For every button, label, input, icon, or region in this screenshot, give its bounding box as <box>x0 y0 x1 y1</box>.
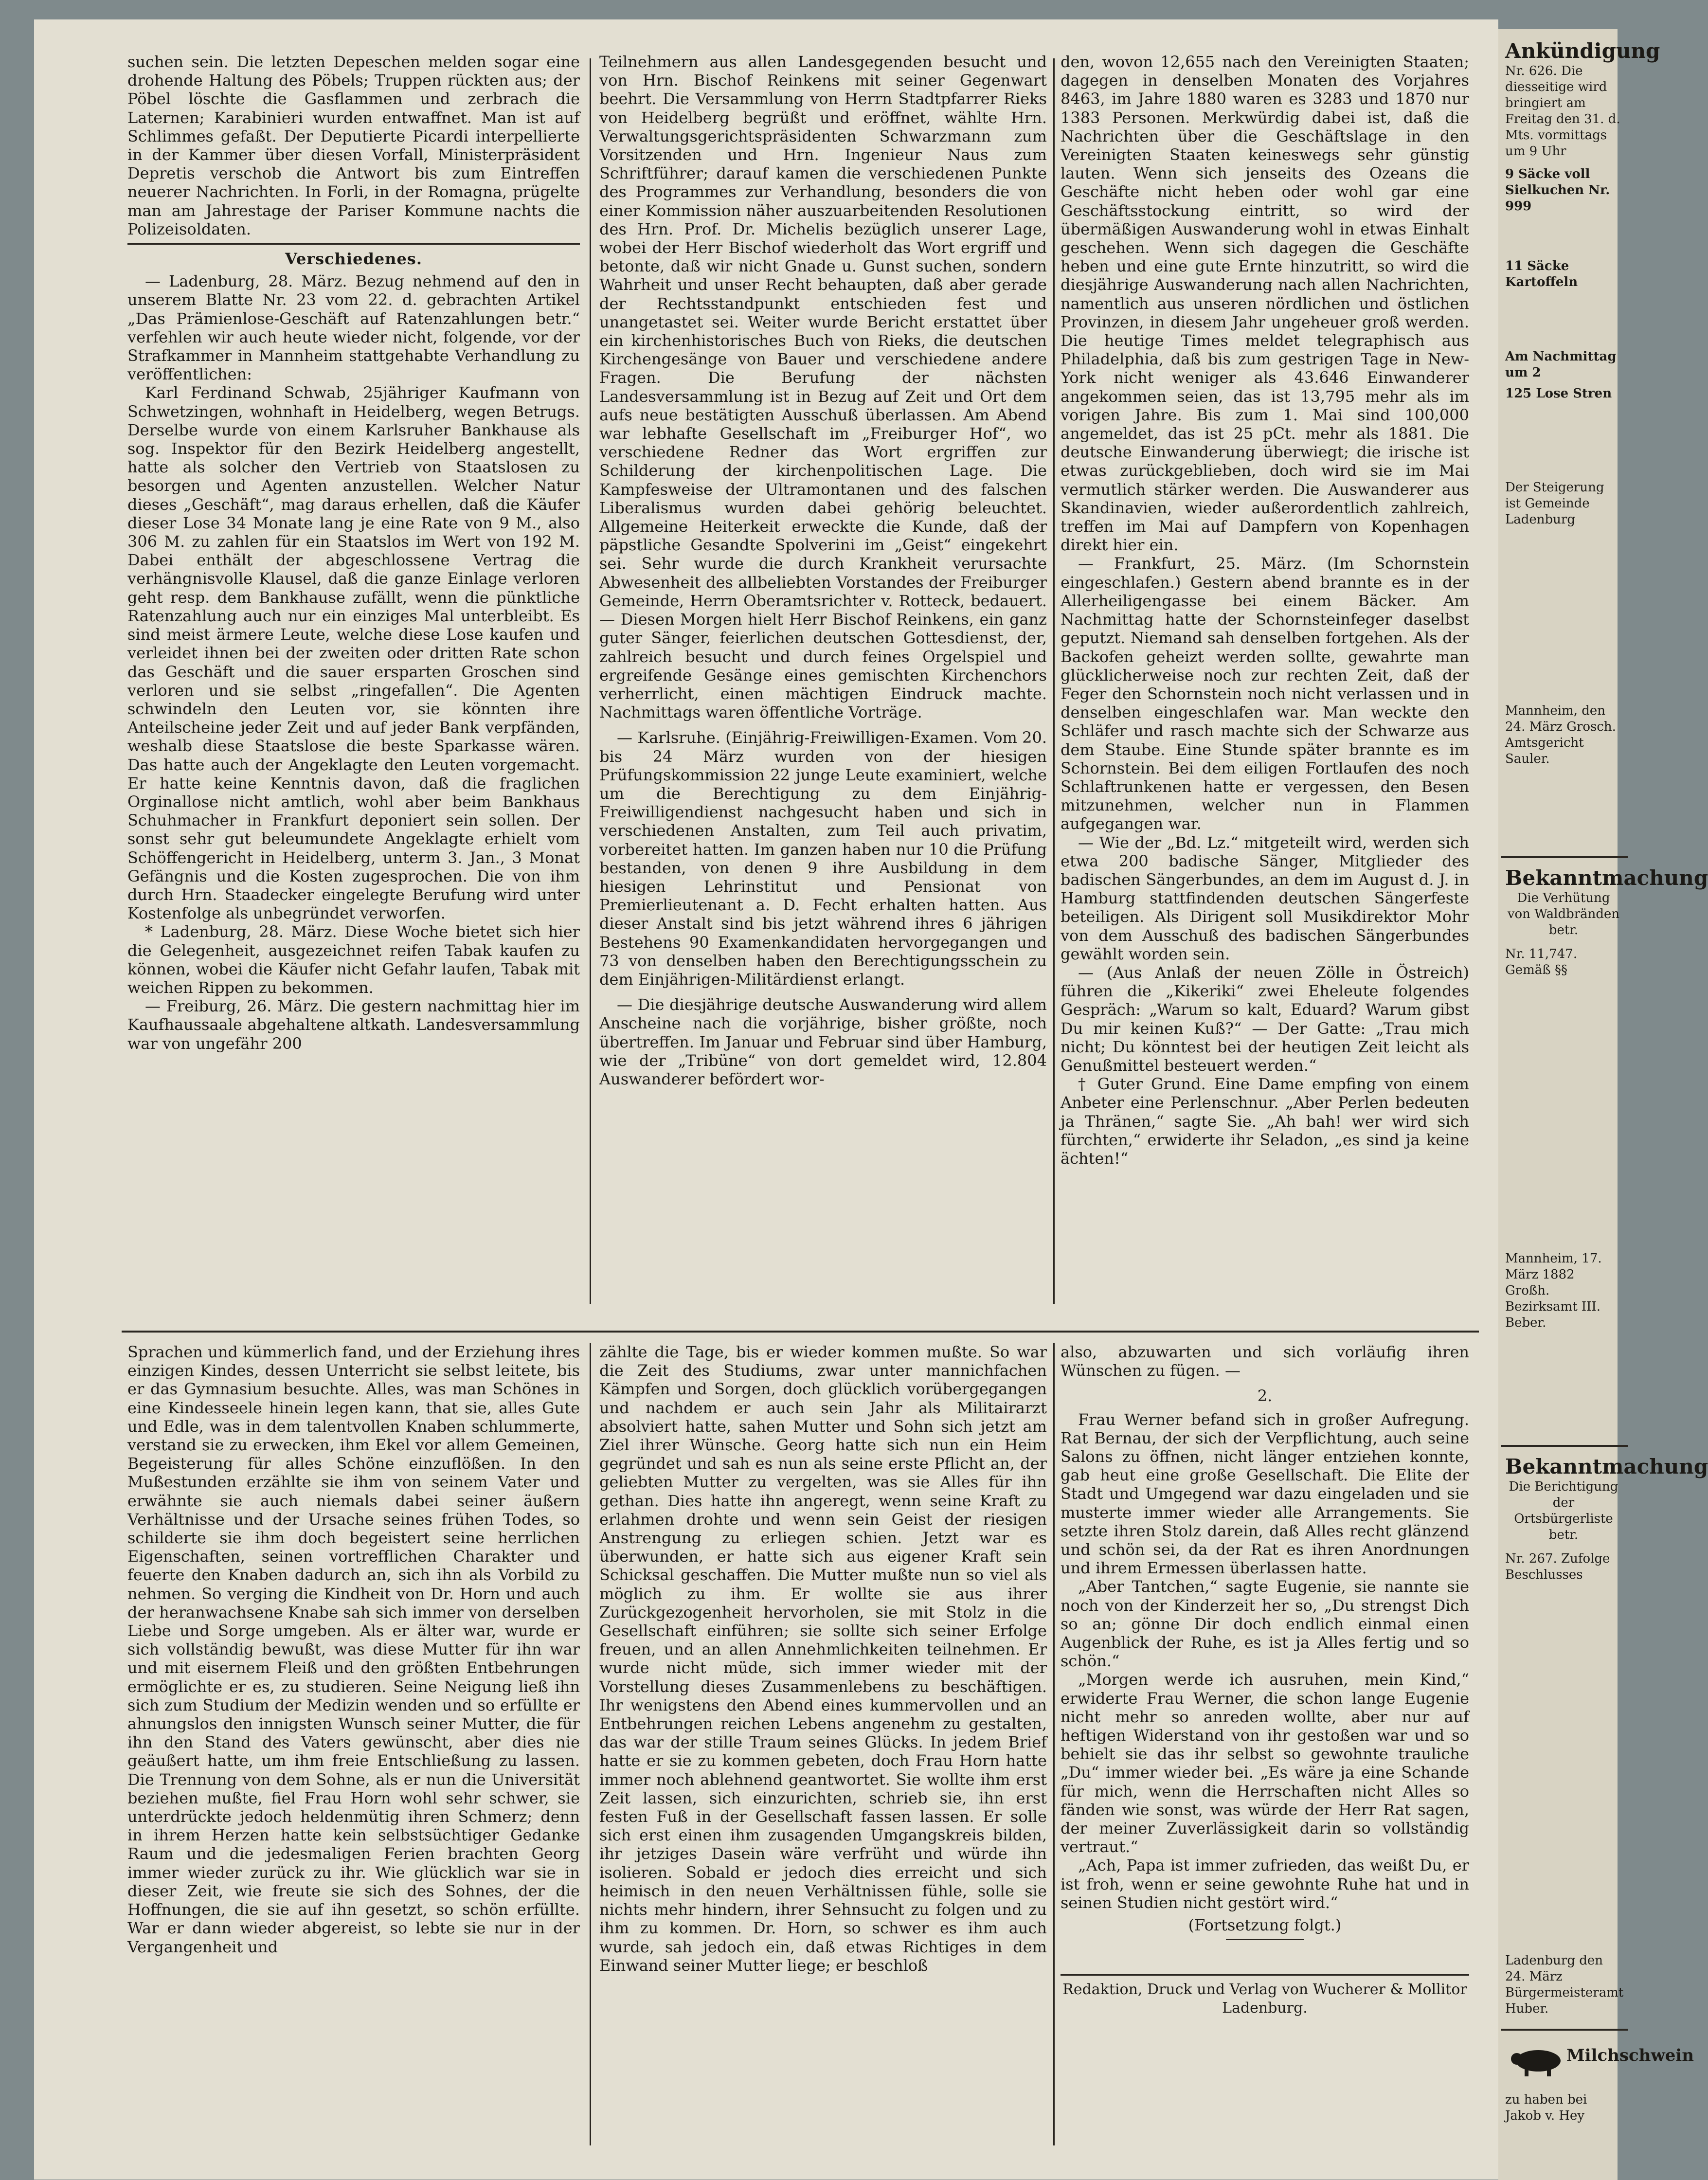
ad-block-3 <box>1505 1455 1708 2017</box>
feuilleton-paragraph-morgen: „Morgen werde ich ausruhen, mein Kind,“ erwiderte Frau Werner, die schon lange Eugenie nicht mehr so anreden wollte, aber nur auf heftigen Widerstand von ihr gestoßen war und so behielt sie das ihr selbst so gewohnte trauliche „Du“ immer wieder bei. „Es wäre ja eine Schande für mich, wenn die Herrschaften nicht Alles so fänden wie sonst, was würde der Herr Rat sagen, der meiner Zuverlässigkeit darin so vollständig vertraut.“ <box>1061 1670 1469 1856</box>
ad-rule-2 <box>1501 856 1628 858</box>
feuilleton-column-right <box>1061 1343 1469 2165</box>
ad-rule-4 <box>1501 2029 1628 2031</box>
paragraph-auswanderung-start: — Die diesjährige deutsche Auswanderung wird allem Anscheine nach die vorjährige, bisher größte, noch übertreffen. Im Januar und Februar sind über Hamburg, wie der „Tribüne“ von dort gemeldet wird, 12.804 Auswanderer befördert wor- <box>599 995 1047 1088</box>
feuilleton-paragraph-tantchen: „Aber Tantchen,“ sagte Eugenie, sie nannte sie noch von der Kinderzeit her so, „Du strengst Dich so an; gönne Dir doch endlich einmal einen Augenblick der Ruhe, es ist ja Alles fertig und so schön.“ <box>1061 1577 1469 1671</box>
paragraph-italy-unrest: suchen sein. Die letzten Depeschen melden sogar eine drohende Haltung des Pöbels; Truppen rückten aus; der Pöbel löschte die Gasflammen und zerbrach die Laternen; Karabinieri wurden entwaffnet. Man ist auf Schlimmes gefaßt. Der Deputierte Picardi interpellierte in der Kammer über diesen Vorfall, Ministerpräsident Depretis verschob die Antwort bis zum Eintreffen neuerer Nachrichten. In Forli, in der Romagna, prügelte man am Jahrestage der Pariser Kommune nachts die Polizeisoldaten. <box>127 53 580 238</box>
column-rule-2 <box>1053 58 1055 1304</box>
ad-block-1 <box>1505 39 1660 767</box>
ad-text-4: Am Nachmittag um 2 <box>1505 349 1617 380</box>
column-middle-upper <box>599 53 1047 1271</box>
paragraph-zoelle-oestreich: — (Aus Anlaß der neuen Zölle in Östreich) führen die „Kikeriki“ zwei Eheleute folgendes Gespräch: „Warum so kalt, Eduard? Warum gibst Du mir keinen Kuß?“ — Der Gatte: „Trau mich nicht; Du könntest bei der heutigen Zeit leicht als Genußmittel besteuert werden.“ <box>1061 963 1469 1075</box>
ad-text-8: Die Verhütung von Waldbränden betr. <box>1507 891 1620 937</box>
continuation-note: (Fortsetzung folgt.) <box>1188 1916 1342 1935</box>
feuilleton-paragraph-werner: Frau Werner befand sich in großer Aufregung. Rat Bernau, der sich der Verpflichtung, auch seine Salons zu öffnen, nicht länger entziehen konnte, gab heut eine große Gesellschaft. Die Elite der Stadt und Umgegend war dazu eingeladen und sie musterte immer wieder alle Arrangements. Sie setzte ihren Stolz darein, daß Alles recht glänzend und schön sei, da der Rat es ihren Anordnungen und ihrem Ermessen überlassen hatte. <box>1061 1410 1469 1578</box>
feuilleton-paragraph-left: Sprachen und kümmerlich fand, und der Erziehung ihres einzigen Kindes, dessen Unterricht sie selbst leitete, bis er das Gymnasium besuchte. Alles, was man Schönes in eine Kindesseele hinein legen kann, that sie, alles Gute und Edle, was in dem talentvollen Knaben schlummerte, verstand sie zu erwecken, ihm Ekel vor allem Gemeinen, Begeisterung für alles Schöne einzuflößen. In den Mußestunden erzählte sie ihm von seinem Vater und erwähnte sie auch niemals dabei seiner äußern Verhältnisse und der Ursache seines frühen Todes, so schilderte sie ihm doch begeistert seine herrlichen Eigenschaften, seinen vortrefflichen Charakter und feuerte den Knaben dadurch an, sich ihn als Vorbild zu nehmen. So verging die Kindheit von Dr. Horn und auch der heranwachsene Knabe sah sich immer von derselben Liebe und Sorge umgeben. Als er älter war, wurde er sich vollständig bewußt, was diese Mutter für ihn war und mit eisernem Fleiß und den größten Entbehrungen ermöglichte er es, zu studieren. Seine Neigung ließ ihn sich zum Studium der Medizin wenden und so erfüllte er ahnungslos den innigsten Wunsch seiner Mutter, die für ihn den Stand des Vaters gewünscht, aber dies nie geäußert hatte, um ihm freie Entschließung zu lassen. Die Trennung von dem Sohne, als er nun die Universität beziehen mußte, fiel Frau Horn wohl sehr schwer, sie unterdrückte jedoch heldenmütig ihren Schmerz; denn in ihrem Herzen hatte kein selbstsüchtiger Gedanke Raum und die jedesmaligen Ferien brachten Georg immer wieder zurück zu ihr. Wie glücklich war sie in dieser Zeit, wie freute sie sich des Sohnes, der die Hoffnungen, die sie auf ihn gesetzt, so schön erfüllte. War er dann wieder abgereist, so lebte sie nur in der Vergangenheit und <box>127 1343 580 1956</box>
paragraph-ladenburg-tabak: * Ladenburg, 28. März. Diese Woche bietet sich hier die Gelegenheit, ausgezeichnet reifen Tabak kaufen zu können, wobei die Käufer nicht Gefahr laufen, Tabak mit weichen Rippen zu bekommen. <box>127 922 580 997</box>
paragraph-saengerfest: — Wie der „Bd. Lz.“ mitgeteilt wird, werden sich etwa 200 badische Sänger, Mitglieder des badischen Sängerbundes, an dem im August d. J. in Hamburg stattfindenden deutschen Sängerfeste beteiligen. Als Dirigent soll Musikdirektor Mohr von dem Ausschuß des badischen Sängerbundes gewählt worden sein. <box>1061 833 1469 963</box>
ad-text-13: Ladenburg den 24. März Bürgermeisteramt Huber. <box>1505 1953 1624 2016</box>
feuilleton-paragraph-papa: „Ach, Papa ist immer zufrieden, das weißt Du, er ist froh, wenn er seine gewohnte Ruhe hat und in seinen Studien nicht gestört wird.“ <box>1061 1856 1469 1912</box>
feuilleton-rule-1 <box>590 1343 591 2145</box>
ad-title-bekanntmachung-2: Bekanntmachung <box>1505 1455 1708 1478</box>
ad-text-1: Nr. 626. Die diesseitige wird bringiert am Freitag den 31. d. Mts. vormittags um 9 Uhr <box>1505 64 1620 159</box>
imprint-line: Redaktion, Druck und Verlag von Wucherer & Mollitor <box>1062 1981 1467 1999</box>
column-rule-1 <box>590 58 591 1304</box>
imprint-rule <box>1061 1974 1469 1976</box>
section-heading-verschiedenes: Verschiedenes. <box>285 250 422 269</box>
paragraph-guter-grund: † Guter Grund. Eine Dame empfing von einem Anbeter eine Perlenschnur. „Aber Perlen bedeuten ja Thränen,“ sagte Sie. „Ah bah! wer wird sich fürchten,“ erwiderte ihr Seladon, „es sind ja keine ächten!“ <box>1061 1075 1469 1168</box>
feuilleton-paragraph-middle: zählte die Tage, bis er wieder kommen mußte. So war die Zeit des Studiums, zwar unter mannichfachen Kämpfen und Sorgen, doch glücklich vorübergegangen und nachdem er auch sein Jahr als Militairarzt absolviert hatte, sahen Mutter und Sohn sich jetzt am Ziel ihrer Wünsche. Georg hatte sich nun ein Heim gegründet und sah es nun als seine erste Pflicht an, der geliebten Mutter zu vergelten, was sie Alles für ihn gethan. Dies hatte ihn angeregt, wenn seine Kraft zu erlahmen drohte und wenn sein Geist der riesigen Anstrengung zu erliegen schien. Jetzt war es überwunden, er hatte sich aus eigener Kraft sein Schicksal geschaffen. Die Mutter mußte nun so viel als möglich zu ihm. Er wollte sie aus ihrer Zurückgezogenheit hervorholen, sie mit Stolz in die Gesellschaft einführen; sie sollte sich seiner Erfolge freuen, und an allen Annehmlichkeiten teilnehmen. Er wurde nicht müde, sich immer wieder mit der Vorstellung dieses Zusammenlebens zu beschäftigen. Ihr wenigstens den Abend eines kummervollen und an Entbehrungen reichen Lebens angenehm zu gestalten, das war der stille Traum seines Glücks. In jedem Brief hatte er sie zu kommen gebeten, doch Frau Horn hatte immer noch ablehnend geantwortet. Sie wollte ihm erst Zeit lassen, sich einzurichten, schrieb sie, ihn erst festen Fuß in der Gesellschaft fassen lassen. Er solle sich erst einen ihm zusagenden Umgangskreis bilden, ihr jetziges Dasein wäre verfrüht und würde ihn isolieren. Sobald er jedoch dies erreicht und sich heimisch in den neuen Verhältnissen fühle, solle sie nichts mehr hindern, ihrer Sehnsucht zu folgen und zu ihm zu kommen. Dr. Horn, so schwer es ihm auch wurde, sah jedoch ein, daß etwas Richtiges in dem Einwand seiner Mutter liege; er beschloß <box>599 1343 1047 1975</box>
advertisement-column <box>1498 29 1708 2180</box>
ad-block-4-text <box>1505 2092 1622 2124</box>
ad-text-2: 9 Säcke voll Sielkuchen Nr. 999 <box>1505 167 1610 214</box>
pig-illustration-icon <box>1508 2043 1566 2077</box>
ad-text-12: Nr. 267. Zufolge Beschlusses <box>1505 1551 1610 1582</box>
ad-title-ankuendigung: Ankündigung <box>1505 39 1660 63</box>
feuilleton-column-middle <box>599 1343 1047 2165</box>
feuilleton-paragraph-end: also, abzuwarten und sich vorläufig ihren Wünschen zu fügen. — <box>1061 1343 1469 1380</box>
feuilleton-rule-2 <box>1053 1343 1055 2145</box>
ad-text-7: Mannheim, den 24. März Grosch. Amtsgericht Sauler. <box>1505 703 1616 766</box>
ad-title-milchschwein: Milchschwein <box>1566 2046 1694 2065</box>
column-left-upper <box>127 53 580 1271</box>
imprint-city: Ladenburg. <box>1222 2000 1308 2017</box>
column-right-upper <box>1061 53 1469 1327</box>
paragraph-frankfurt-schornstein: — Frankfurt, 25. März. (Im Schornstein eingeschlafen.) Gestern abend brannte es in der Allerheiligengasse bei einem Bäcker. Am Nachmittag hatte der Schornsteinfeger daselbst geputzt. Niemand sah denselben fortgehen. Als der Backofen geheizt werden sollte, gewahrte man glücklicherweise noch zur rechten Zeit, daß der Feger den Schornstein noch nicht verlassen und in denselben eingeschlafen war. Man weckte den Schläfer und rasch machte sich der Schwarze aus dem Staube. Eine Stunde später brannte es im Schornstein. Bei dem eiligen Fortlaufen des noch Schlaftrunkenen hatte er vergessen, den Besen mitzunehmen, welcher nun in Flammen aufgegangen war. <box>1061 554 1469 833</box>
paragraph-ladenburg-praemienlose: — Ladenburg, 28. März. Bezug nehmend auf den in unserem Blatte Nr. 23 vom 22. d. gebrachten Artikel „Das Prämienlose-Geschäft auf Ratenzahlungen betr.“ verfehlen wir auch heute wieder nicht, folgende, vor der Strafkammer in Mannheim stattgehabte Verhandlung zu veröffentlichen: <box>127 272 580 384</box>
ad-title-bekanntmachung-1: Bekanntmachung <box>1505 866 1708 890</box>
paragraph-freiburg-versammlung: Teilnehmern aus allen Landesgegenden besucht und von Hrn. Bischof Reinkens mit seiner Gegenwart beehrt. Die Versammlung von Herrn Stadtpfarrer Rieks von Heidelberg begrüßt und eröffnet, wählte Hrn. Verwaltungsgerichtspräsidenten Schwarzmann zum Vorsitzenden und Hrn. Ingenieur Naus zum Schriftführer; darauf kamen die verschiedenen Punkte des Programmes zur Verhandlung, besonders die von einer Kommission näher auszuarbeitenden Resolutionen des Hrn. Prof. Dr. Michelis bezüglich unserer Lage, wobei der Herr Bischof wiederholt das Wort ergriff und betonte, daß wir nicht Gnade u. Gunst suchen, sondern Wahrheit und unser Recht behaupten, daß aber gerade der Rechtsstandpunkt entschieden fest und unangetastet sei. Weiter wurde Bericht erstattet über ein kirchenhistorisches Buch von Rieks, die deutschen Kirchengesänge von Bauer und verschiedene andere Fragen. Die Berufung der nächsten Landesversammlung ist in Bezug auf Zeit und Ort dem aufs neue bestätigten Ausschuß überlassen. Am Abend war lebhafte Gesellschaft im „Freiburger Hof“, wo verschiedene Redner das Wort ergriffen zur Schilderung der kirchenpolitischen Lage. Die Kampfesweise der Ultramontanen und des falschen Liberalismus wurden dabei gehörig beleuchtet. Allgemeine Heiterkeit erweckte die Kunde, daß der päpstliche Gesandte Spolverini im „Geist“ eingekehrt sei. Sehr wurde die durch Krankheit verursachte Abwesenheit des allbeliebten Vorstandes der Freiburger Gemeinde, Herrn Oberamtsrichter v. Rotteck, bedauert. — Diesen Morgen hielt Herr Bischof Reinkens, ein ganz guter Sänger, feierlichen deutschen Gottesdienst, der, zahlreich besucht und durch feines Orgelspiel und ergreifende Gesänge eines gemischten Kirchenchors verherrlicht, einen mächtigen Eindruck machte. Nachmittags waren öffentliche Vorträge. <box>599 53 1047 722</box>
chapter-number: 2. <box>1257 1387 1273 1405</box>
ad-text-14: zu haben bei Jakob v. Hey <box>1505 2092 1587 2123</box>
feuilleton-divider <box>122 1331 1479 1333</box>
ad-text-10: Mannheim, 17. März 1882 Großh. Bezirksamt III. Beber. <box>1505 1251 1602 1330</box>
end-rule <box>1226 1939 1304 1940</box>
ad-text-11: Die Berichtigung der Ortsbürgerliste betr. <box>1509 1479 1618 1542</box>
ad-block-4 <box>1566 2043 1694 2068</box>
ad-text-3: 11 Säcke Kartoffeln <box>1505 259 1578 289</box>
ad-text-9: Nr. 11,747. Gemäß §§ <box>1505 947 1578 977</box>
ad-rule-3 <box>1501 1445 1628 1447</box>
paragraph-freiburg-start: — Freiburg, 26. März. Die gestern nachmittag hier im Kaufhaussaale abgehaltene altkath. Landesversammlung war von ungefähr 200 <box>127 997 580 1053</box>
feuilleton-column-left <box>127 1343 580 2165</box>
section-divider <box>127 243 580 245</box>
ad-text-5: 125 Lose Stren <box>1505 386 1612 401</box>
ad-block-2 <box>1505 866 1708 1331</box>
paragraph-auswanderung-cont: den, wovon 12,655 nach den Vereinigten Staaten; dagegen in denselben Monaten des Vorjahres 8463, im Jahre 1880 waren es 3283 und 1870 nur 1383 Personen. Merkwürdig dabei ist, daß die Nachrichten über die Geschäftslage in den Vereinigten Staaten keineswegs sehr günstig lauten. Wenn sich jenseits des Ozeans die Geschäfte nicht heben oder wohl gar eine Geschäftsstockung eintritt, so wird der übermäßigen Auswanderung wohl in etwas Einhalt geschehen. Wenn sich dagegen die Geschäfte heben und eine gute Ernte hinzutritt, so wird die diesjährige Auswanderung nach allen Nachrichten, namentlich aus unseren nördlichen und östlichen Provinzen, in diesem Jahr ungeheuer groß werden. Die heutige Times meldet telegraphisch aus Philadelphia, daß bis zum gestrigen Tage in New-York nicht weniger als 43.646 Einwanderer angekommen seien, das ist 13,795 mehr als im vorigen Jahre. Bis zum 1. Mai sind 100,000 angemeldet, das ist 25 pCt. mehr als 1881. Die deutsche Einwanderung überwiegt; die irische ist etwas zurückgeblieben, doch wird sie im Mai vermutlich stärker werden. Die Auswanderer aus Skandinavien, wieder außerordentlich zahlreich, treffen im Mai auf Dampfern von Kopenhagen direkt hier ein. <box>1061 53 1469 555</box>
paragraph-schwab-case: Karl Ferdinand Schwab, 25jähriger Kaufmann von Schwetzingen, wohnhaft in Heidelberg, wegen Betrugs. Derselbe wurde von einem Karlsruher Bankhause als sog. Inspektor für den Bezirk Heidelberg angestellt, hatte als solcher den Vertrieb von Staatslosen zu besorgen und Agenten anzustellen. Welcher Natur dieses „Geschäft“, mag daraus erhellen, daß die Käufer dieser Lose 34 Monate lang je eine Rate von 9 M., also 306 M. zu zahlen für ein Staatslos im Wert von 192 M. Dabei enthält der abgeschlossene Vertrag die verhängnisvolle Klausel, daß die ganze Einlage verloren geht resp. dem Bankhause zufällt, wenn die pünktliche Ratenzahlung auch nur ein einziges Mal unterbleibt. Es sind meist ärmere Leute, welche diese Lose kaufen und verleidet ihnen bei der zweiten oder dritten Rate schon das Geschäft und die sauer ersparten Groschen sind verloren und sie selbst „ringefallen“. Die Agenten schwindeln den Leuten vor, sie könnten ihre Anteilscheine jeder Zeit und auf jeder Bank verpfänden, weshalb diese Staatslose die beste Sparkasse wären. Das hatte auch der Angeklagte den Leuten vorgemacht. Er hatte keine Kenntnis davon, daß die fraglichen Orginallose nicht amtlich, wohl aber beim Bankhaus Schuhmacher in Frankfurt deponiert sein sollen. Der sonst sehr gut beleumundete Angeklagte erhielt vom Schöffengericht in Heidelberg, unterm 3. Jan., 3 Monat Gefängnis und die Kosten zugesprochen. Die von ihm durch Hrn. Staadecker eingelegte Berufung wird unter Kostenfolge als unbegründet verworfen. <box>127 383 580 923</box>
ad-text-6: Der Steigerung ist Gemeinde Ladenburg <box>1505 480 1604 527</box>
paragraph-karlsruhe-examen: — Karlsruhe. (Einjährig-Freiwilligen-Examen. Vom 20. bis 24 März wurden von der hiesigen Prüfungskommission 22 junge Leute examiniert, welche um die Berechtigung zu dem Einjährig-Freiwilligendienst nachgesucht haben und sich in verschiedenen Anstalten, zum Teil auch privatim, vorbereitet hatten. Im ganzen haben nur 10 die Prüfung bestanden, von denen 9 ihre Ausbildung in dem hiesigen Lehrinstitut und Pensionat von Premierlieutenant a. D. Fecht erhalten hatten. Aus dieser Anstalt sind bis jetzt während ihres 6 jährigen Bestehens 90 Examenkandidaten hervorgegangen und 73 von denselben haben den Berechtigungsschein zu dem Einjährigen-Militärdienst erlangt. <box>599 728 1047 989</box>
